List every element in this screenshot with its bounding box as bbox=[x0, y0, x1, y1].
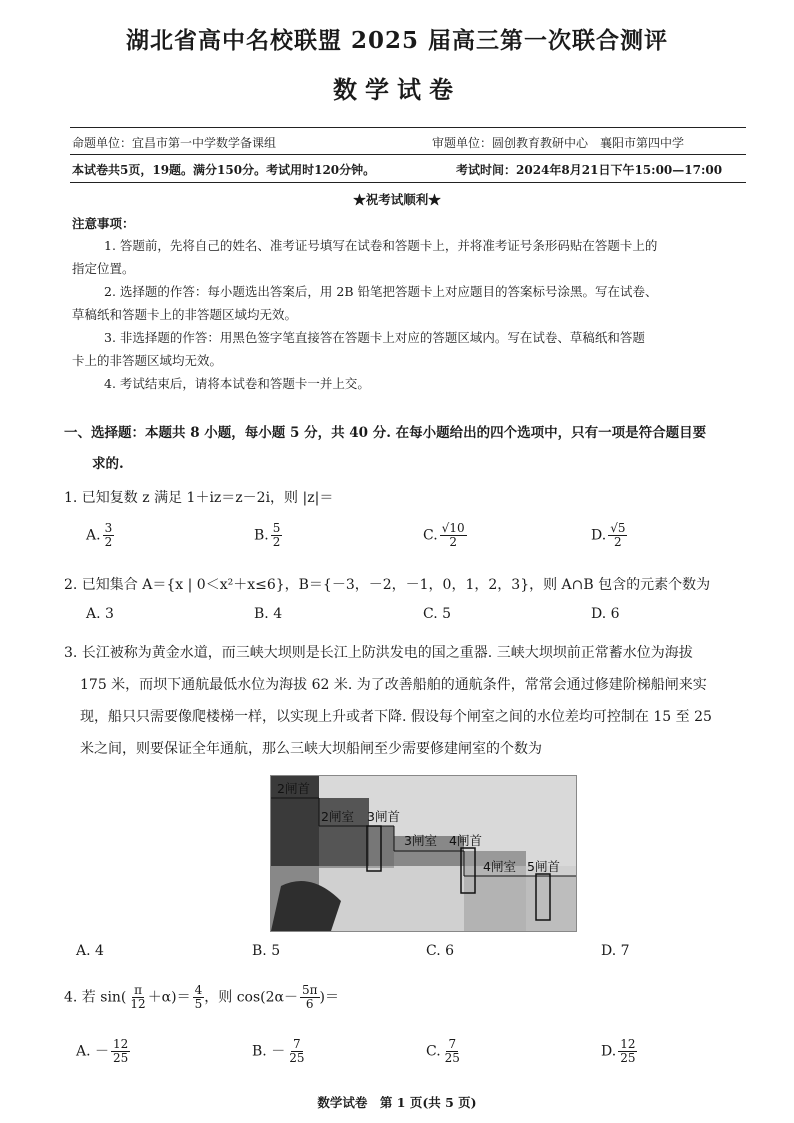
q4-option-b: B. － $\frac{7}{25}$ bbox=[252, 1037, 305, 1065]
note-line: 1. 答题前，先将自己的姓名、准考证号填写在试卷和答题卡上，并将准考证号条形码贴在答题卡上的 bbox=[104, 238, 658, 253]
q3-option-c: C. 6 bbox=[426, 943, 455, 959]
wish-line: ★祝考试顺利★ bbox=[353, 192, 441, 207]
q4-option-c: C. $\frac{7}{25}$ bbox=[426, 1037, 460, 1065]
note-line: 指定位置。 bbox=[72, 261, 135, 276]
question-3-line: 3. 长江被称为黄金水道，而三峡大坝则是长江上防洪发电的国之重器. 三峡大坝坝前正常蓄水位为海拔 bbox=[64, 645, 693, 661]
reviewer-info: 审题单位：圆创教育教研中心 襄阳市第四中学 bbox=[432, 136, 685, 150]
lock-label: 4闸首 bbox=[449, 833, 482, 848]
q4-option-a: A. － $\frac{12}{25}$ bbox=[76, 1037, 129, 1065]
notes-heading: 注意事项： bbox=[72, 216, 135, 231]
exam-subtitle: 数学试卷 bbox=[333, 75, 461, 104]
q2-option-d: D. 6 bbox=[591, 606, 620, 622]
exam-time: 考试时间：2024年8月21日下午15:00—17:00 bbox=[456, 163, 723, 177]
setter-info: 命题单位：宜昌市第一中学数学备课组 bbox=[72, 136, 277, 150]
q1-option-c: C. $\frac{√10}{2}$ bbox=[423, 521, 465, 549]
q1-option-d: D. $\frac{√5}{2}$ bbox=[591, 521, 626, 549]
q2-option-a: A. 3 bbox=[86, 606, 114, 622]
header-rule-top bbox=[70, 127, 746, 128]
lock-label: 5闸首 bbox=[527, 859, 560, 874]
lock-label: 2闸首 bbox=[277, 781, 310, 796]
question-4-stem: 4. 若 sin( $\frac{\pi}{12}$ ＋α)＝ $\frac{4}{5}$ ，则 cos(2α－ $\frac{5\pi}{6}$ )＝ bbox=[64, 983, 339, 1011]
q1-option-a: A. $\frac{3}{2}$ bbox=[86, 521, 113, 549]
question-3-line: 现，船只只需要像爬楼梯一样，以实现上升或者下降. 假设每个闸室之间的水位差均可控制在 15 至 25 bbox=[80, 709, 712, 725]
question-3-line: 米之间，则要保证全年通航，那么三峡大坝船闸至少需要修建闸室的个数为 bbox=[80, 741, 542, 757]
lock-label: 3闸首 bbox=[367, 809, 400, 824]
page-footer: 数学试卷 第 1 页(共 5 页) bbox=[317, 1095, 477, 1110]
q1-option-b: B. $\frac{5}{2}$ bbox=[254, 521, 281, 549]
q3-option-d: D. 7 bbox=[601, 943, 630, 959]
note-line: 草稿纸和答题卡上的非答题区域均无效。 bbox=[72, 307, 298, 322]
exam-info: 本试卷共5页，19题。满分150分。考试用时120分钟。 bbox=[72, 163, 376, 177]
header-rule-bottom bbox=[70, 182, 746, 183]
question-1-stem: 1. 已知复数 z 满足 1＋iz＝z－2i，则 |z|＝ bbox=[64, 490, 334, 506]
note-line: 2. 选择题的作答：每小题选出答案后，用 2B 铅笔把答题卡上对应题目的答案标号涂黑。写在试卷、 bbox=[104, 284, 658, 299]
lock-label: 2闸室 bbox=[321, 809, 354, 824]
lock-label: 3闸室 bbox=[404, 833, 437, 848]
note-line: 4. 考试结束后，请将本试卷和答题卡一并上交。 bbox=[104, 376, 370, 391]
q3-option-a: A. 4 bbox=[76, 943, 104, 959]
lock-label: 4闸室 bbox=[483, 859, 516, 874]
exam-title: 湖北省高中名校联盟 2025 届高三第一次联合测评 bbox=[125, 27, 669, 54]
question-3-line: 175 米，而坝下通航最低水位为海拔 62 米. 为了改善船舶的通航条件，常常会通过修建阶梯船闸来实 bbox=[80, 677, 707, 693]
q3-option-b: B. 5 bbox=[252, 943, 281, 959]
q2-option-b: B. 4 bbox=[254, 606, 283, 622]
section-heading-cont: 求的. bbox=[92, 456, 124, 472]
q4-option-d: D. $\frac{12}{25}$ bbox=[601, 1037, 636, 1065]
ship-lock-diagram bbox=[270, 775, 577, 932]
q2-option-c: C. 5 bbox=[423, 606, 452, 622]
question-2-stem: 2. 已知集合 A＝{x | 0＜x²＋x≤6}，B＝{－3，－2，－1，0，1，2，3}，则 A∩B 包含的元素个数为 bbox=[64, 577, 711, 593]
ship-lock-drawing bbox=[271, 776, 576, 931]
note-line: 卡上的非答题区域均无效。 bbox=[72, 353, 223, 368]
section-heading: 一、选择题：本题共 8 小题，每小题 5 分，共 40 分. 在每小题给出的四个选项中，只有一项是符合题目要 bbox=[64, 425, 707, 441]
note-line: 3. 非选择题的作答：用黑色签字笔直接答在答题卡上对应的答题区域内。写在试卷、草稿纸和答题 bbox=[104, 330, 645, 345]
header-rule-mid bbox=[70, 154, 746, 155]
